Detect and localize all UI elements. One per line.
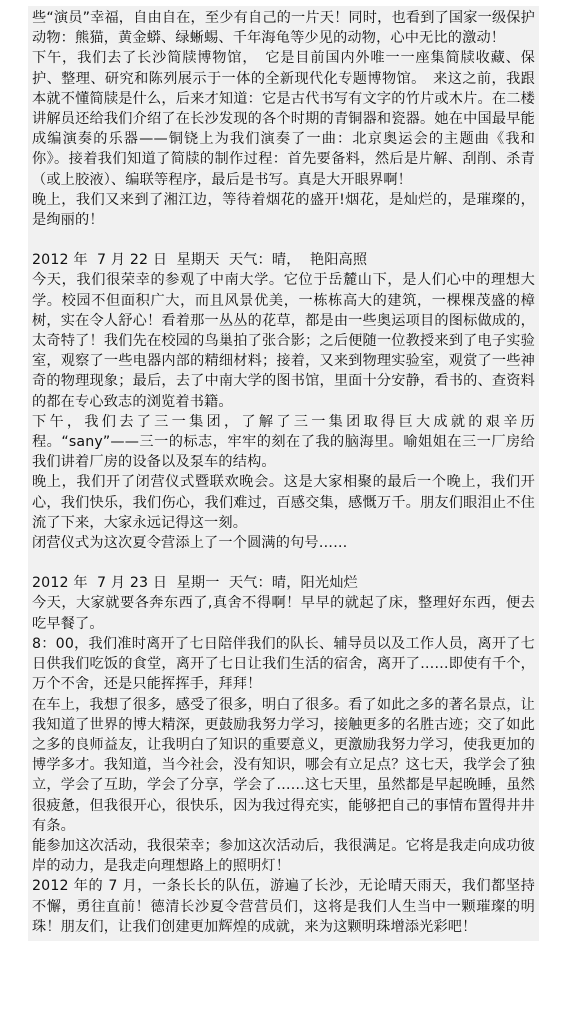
paragraph: 些“演员”幸福，自由自在，至少有自己的一片天！同时，也看到了国家一级保护动物：熊猫，黄金蟒、绿蜥蜴、千年海龟等少见的动物，心中无比的激动！ — [32, 10, 535, 47]
paragraph: 今天，我们很荣幸的参观了中南大学。它位于岳麓山下，是人们心中的理想大学。校园不但面积广大，而且风景优美，一栋栋高大的建筑，一棵棵茂盛的樟树，实在令人舒心！看着那一丛丛的花草，都是由一些奥运项目的图标做成的，太奇特了！我们先在校园的鸟巢拍了张合影；之后便随一位教授来到了电子实验室，观察了一些电器内部的精细材料；接着，又来到物理实验室，观赏了一些神奇的物理现象；最后，去了中南大学的图书馆，里面十分安静，看书的、查资料的都在专心致志的浏览着书籍。 — [32, 272, 535, 410]
blank-line — [32, 553, 535, 573]
paragraph: 2012 年的 7 月，一条长长的队伍，游遍了长沙，无论晴天雨天，我们都坚持不懈，勇往直前！德清长沙夏令营营员们，这将是我们人生当中一颗璀璨的明珠！朋友们，让我们创建更加辉煌的成就，来为这颗明珠增添光彩吧！ — [32, 878, 535, 935]
paragraph: 8：00，我们准时离开了七日陪伴我们的队长、辅导员以及工作人员，离开了七日供我们吃饭的食堂，离开了七日让我们生活的宿舍，离开了……即使有千个，万个不舍，还是只能挥挥手，拜拜！ — [32, 635, 535, 693]
paragraph: 闭营仪式为这次夏令营添上了一个圆满的句号…… — [32, 535, 348, 552]
paragraph: 下午，我们去了三一集团，了解了三一集团取得巨大成就的艰辛历程。“sany”——三一的标志，牢牢的刻在了我的脑海里。喻姐姐在三一厂房给我们讲着厂房的设备以及泵车的结构。 — [32, 413, 535, 471]
paragraph: 能参加这次活动，我很荣幸；参加这次活动后，我很满足。它将是我走向成功彼岸的动力，是我走向理想路上的照明灯！ — [32, 837, 535, 875]
blank-line — [32, 230, 535, 250]
date-heading: 2012 年 7 月 23 日 星期一 天气：晴，阳光灿烂 — [32, 575, 358, 592]
paragraph: 晚上，我们开了闭营仪式暨联欢晚会。这是大家相聚的最后一个晚上，我们开心，我们快乐，我们伤心，我们难过，百感交集，感慨万千。朋友们眼泪止不住流了下来，大家永远记得这一刻。 — [32, 474, 535, 531]
paragraph: 下午，我们去了长沙简牍博物馆， 它是目前国内外唯一一座集简牍收藏、保护、整理、研究和陈列展示于一体的全新现代化专题博物馆。 来这之前，我跟本就不懂简牍是什么，后来才知道：它是古代书写有文字的竹片或木片。在二楼讲解员还给我们介绍了在长沙发现的各个时期的青铜器和瓷器。她在中国最早能成编演奏的乐器——铜铙上为我们演奏了一曲：北京奥运会的主题曲《我和你》。接着我们知道了简牍的制作过程：首先要备料，然后是片解、刮削、杀青（或上胶液）、编联等程序，最后是书写。真是大开眼界啊！ — [32, 50, 535, 188]
document-page — [28, 6, 539, 941]
paragraph: 晚上，我们又来到了湘江边，等待着烟花的盛开!烟花，是灿烂的，是璀璨的，是绚丽的！ — [32, 191, 535, 229]
paragraph: 今天，大家就要各奔东西了,真舍不得啊！早早的就起了床，整理好东西，便去吃早餐了。 — [32, 595, 535, 632]
paragraph: 在车上，我想了很多，感受了很多，明白了很多。看了如此之多的著名景点，让我知道了世界的博大精深，更鼓励我努力学习，接触更多的名胜古迹；交了如此之多的良师益友，让我明白了知识的重要意义，更激励我努力学习，使我更加的博学多才。我知道，当今社会，没有知识，哪会有立足点？这七天，我学会了独立，学会了互助，学会了分享，学会了……这七天里，虽然都是早起晚睡，虽然很疲惫，但我很开心，很快乐，因为我过得充实，能够把自己的事情布置得井井有条。 — [32, 696, 535, 834]
date-heading: 2012 年 7 月 22 日 星期天 天气：晴， 艳阳高照 — [32, 252, 368, 269]
